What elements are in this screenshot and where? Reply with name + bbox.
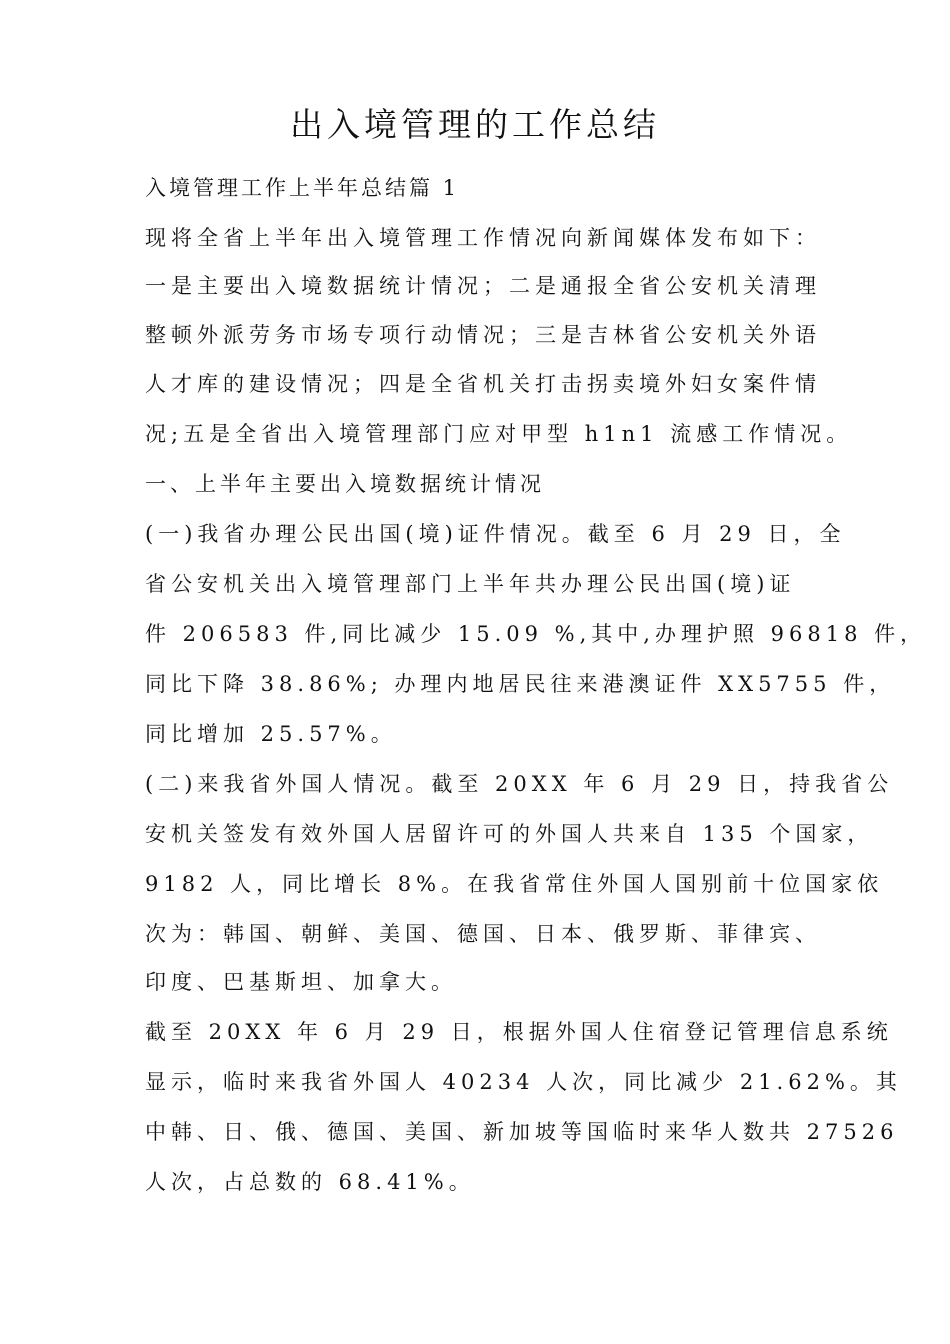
paragraph-line: 件 206583 件,同比减少 15.09 %,其中,办理护照 96818 件，	[145, 622, 927, 646]
paragraph-line: 次为：韩国、朝鲜、美国、德国、日本、俄罗斯、菲律宾、	[145, 922, 821, 946]
document-subtitle: 入境管理工作上半年总结篇 1	[145, 176, 460, 200]
intro-line: 一是主要出入境数据统计情况；二是通报全省公安机关清理	[145, 274, 821, 298]
intro-line: 况;五是全省出入境管理部门应对甲型 h1n1 流感工作情况。	[145, 422, 853, 446]
paragraph-line: 同比增加 25.57%。	[145, 722, 397, 746]
section-heading: 一、上半年主要出入境数据统计情况	[145, 472, 545, 496]
paragraph-line: 印度、巴基斯坦、加拿大。	[145, 970, 457, 994]
document-title: 出入境管理的工作总结	[290, 105, 660, 144]
intro-line: 人才库的建设情况；四是全省机关打击拐卖境外妇女案件情	[145, 372, 821, 396]
paragraph-line: 同比下降 38.86%; 办理内地居民往来港澳证件 XX5755 件，	[145, 672, 896, 696]
paragraph-line: (一)我省办理公民出国(境)证件情况。截至 6 月 29 日，全	[145, 522, 846, 546]
paragraph-line: 中韩、日、俄、德国、美国、新加坡等国临时来华人数共 27526	[145, 1120, 899, 1144]
intro-line: 现将全省上半年出入境管理工作情况向新闻媒体发布如下：	[145, 226, 821, 250]
paragraph-line: 显示，临时来我省外国人 40234 人次，同比减少 21.62%。其	[145, 1070, 902, 1094]
paragraph-line: 人次，占总数的 68.41%。	[145, 1170, 475, 1194]
intro-line: 整顿外派劳务市场专项行动情况；三是吉林省公安机关外语	[145, 323, 821, 347]
paragraph-line: (二)来我省外国人情况。截至 20XX 年 6 月 29 日，持我省公	[145, 772, 894, 796]
paragraph-line: 截至 20XX 年 6 月 29 日，根据外国人住宿登记管理信息系统	[145, 1020, 893, 1044]
paragraph-line: 安机关签发有效外国人居留许可的外国人共来自 135 个国家，	[145, 822, 874, 846]
paragraph-line: 9182 人，同比增长 8%。在我省常住外国人国别前十位国家依	[145, 872, 884, 896]
paragraph-line: 省公安机关出入境管理部门上半年共办理公民出国(境)证	[145, 572, 796, 596]
